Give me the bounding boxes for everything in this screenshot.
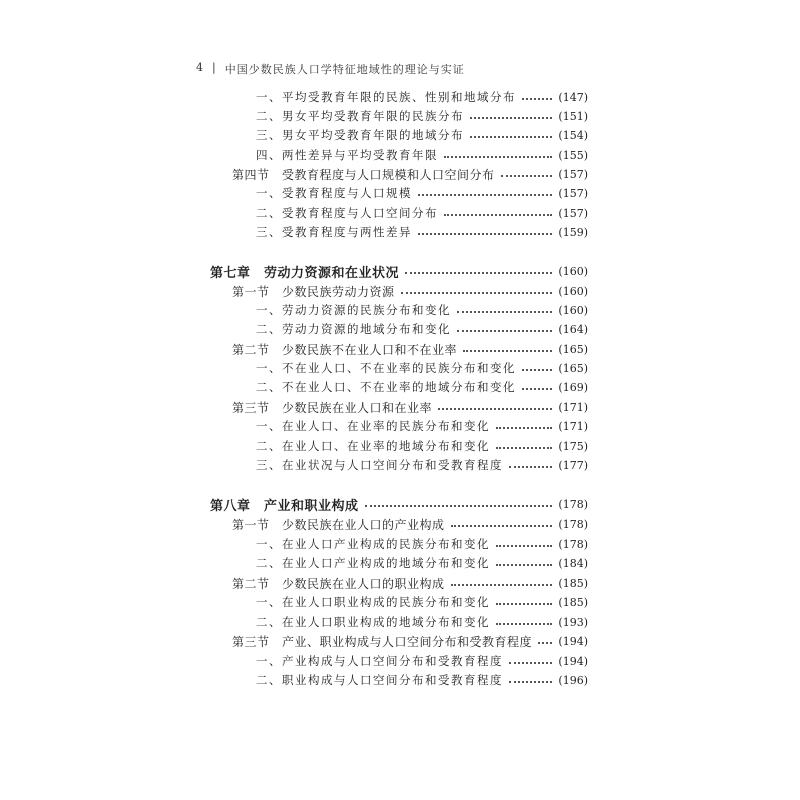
toc-item-entry (256, 437, 588, 455)
toc-entry-page: (151) (558, 109, 588, 123)
toc-entry-page: (178) (558, 517, 588, 531)
toc-entry-title: 第一节 少数民族在业人口的产业构成 (232, 517, 445, 532)
dot-leader (509, 466, 552, 468)
toc-entry-page: (178) (558, 497, 588, 511)
toc-section-entry (232, 282, 588, 300)
toc-entry-title: 二、不在业人口、不在业率的地域分布和变化 (256, 380, 516, 394)
dot-leader (522, 98, 552, 100)
toc-item-entry (256, 107, 588, 125)
toc-entry-page: (175) (558, 439, 588, 453)
toc-entry-page: (160) (558, 284, 588, 298)
dot-leader (444, 214, 552, 216)
toc-section-entry (232, 574, 588, 592)
toc-entry-page: (154) (558, 128, 588, 142)
toc-entry-page: (169) (558, 380, 588, 394)
toc-entry-page: (177) (558, 458, 588, 472)
toc-entry-page: (157) (558, 167, 588, 181)
toc-entry-page: (171) (558, 400, 588, 414)
toc-entry-title: 一、不在业人口、不在业率的民族分布和变化 (256, 361, 516, 375)
dot-leader (463, 350, 552, 352)
dot-leader (522, 388, 552, 390)
toc-entry-title: 第三节 产业、职业构成与人口空间分布和受教育程度 (232, 634, 533, 649)
toc-item-entry (256, 652, 588, 670)
dot-leader (451, 525, 553, 527)
toc-item-entry (256, 456, 588, 474)
toc-entry-title: 三、在业状况与人口空间分布和受教育程度 (256, 458, 503, 472)
toc-item-entry (256, 613, 588, 631)
dot-leader (538, 642, 552, 644)
toc-entry-title: 第二节 少数民族不在业人口和不在业率 (232, 342, 458, 357)
dot-leader (451, 584, 553, 586)
toc-entry-page: (193) (558, 615, 588, 629)
toc-item-entry (256, 126, 588, 144)
toc-section-entry (232, 632, 588, 650)
toc-item-entry (256, 593, 588, 611)
dot-leader (365, 505, 553, 507)
toc-entry-title: 一、产业构成与人口空间分布和受教育程度 (256, 654, 503, 668)
toc-entry-page: (184) (558, 556, 588, 570)
toc-item-entry (256, 671, 588, 689)
toc-item-entry (256, 223, 588, 241)
toc-entry-page: (164) (558, 322, 588, 336)
toc-entry-title: 第七章 劳动力资源和在业状况 (210, 265, 400, 281)
toc-entry-title: 第一节 少数民族劳动力资源 (232, 284, 395, 299)
toc-entry-page: (157) (558, 206, 588, 220)
toc-entry-page: (160) (558, 264, 588, 278)
toc-item-entry (256, 359, 588, 377)
toc-chapter-entry (210, 495, 588, 513)
toc-item-entry (256, 554, 588, 572)
toc-item-entry (256, 88, 588, 106)
dot-leader (444, 156, 552, 158)
dot-leader (457, 330, 552, 332)
dot-leader (418, 233, 552, 235)
toc-entry-title: 三、男女平均受教育年限的地域分布 (256, 128, 464, 142)
toc-entry-title: 二、在业人口职业构成的地域分布和变化 (256, 615, 490, 629)
toc-item-entry (256, 184, 588, 202)
toc-entry-page: (147) (558, 90, 588, 104)
header-book-title: 中国少数民族人口学特征地域性的理论与实证 (224, 63, 465, 76)
toc-item-entry (256, 301, 588, 319)
toc-entry-title: 二、在业人口产业构成的地域分布和变化 (256, 556, 490, 570)
toc-entry-page: (185) (558, 595, 588, 609)
toc-entry-page: (159) (558, 225, 588, 239)
dot-leader (405, 272, 552, 274)
toc-section-entry (232, 398, 588, 416)
dot-leader (401, 292, 553, 294)
toc-entry-page: (157) (558, 186, 588, 200)
toc-entry-page: (194) (558, 654, 588, 668)
toc-entry-page: (165) (558, 361, 588, 375)
toc-item-entry (256, 535, 588, 553)
toc-item-entry (256, 204, 588, 222)
toc-item-entry (256, 417, 588, 435)
toc-entry-page: (178) (558, 537, 588, 551)
toc-item-entry (256, 320, 588, 338)
toc-entry-title: 四、两性差异与平均受教育年限 (256, 148, 438, 162)
toc-section-entry (232, 165, 588, 183)
dot-leader (470, 117, 552, 119)
toc-entry-page: (155) (558, 148, 588, 162)
dot-leader (457, 311, 552, 313)
toc-chapter-entry (210, 262, 588, 280)
dot-leader (522, 369, 552, 371)
toc-section-entry (232, 515, 588, 533)
header-page-number: 4 (196, 61, 204, 74)
toc-entry-title: 二、男女平均受教育年限的民族分布 (256, 109, 464, 123)
dot-leader (509, 662, 552, 664)
toc-entry-title: 第八章 产业和职业构成 (210, 498, 359, 514)
toc-entry-title: 第三节 少数民族在业人口和在业率 (232, 400, 433, 415)
dot-leader (496, 545, 552, 547)
dot-leader (496, 427, 552, 429)
dot-leader (501, 175, 553, 177)
dot-leader (496, 447, 552, 449)
toc-entry-title: 二、劳动力资源的地域分布和变化 (256, 322, 451, 336)
dot-leader (496, 623, 552, 625)
dot-leader (496, 564, 552, 566)
header-separator: | (212, 61, 217, 74)
toc-entry-page: (196) (558, 673, 588, 687)
toc-entry-title: 一、在业人口职业构成的民族分布和变化 (256, 595, 490, 609)
toc-entry-title: 一、平均受教育年限的民族、性别和地域分布 (256, 90, 516, 104)
toc-entry-title: 二、受教育程度与人口空间分布 (256, 206, 438, 220)
toc-entry-page: (171) (558, 419, 588, 433)
dot-leader (418, 194, 552, 196)
toc-entry-page: (185) (558, 576, 588, 590)
dot-leader (509, 681, 552, 683)
dot-leader (496, 603, 552, 605)
toc-entry-title: 第二节 少数民族在业人口的职业构成 (232, 576, 445, 591)
toc-item-entry (256, 378, 588, 396)
dot-leader (438, 408, 552, 410)
toc-entry-title: 一、在业人口产业构成的民族分布和变化 (256, 537, 490, 551)
toc-entry-title: 二、在业人口、在业率的地域分布和变化 (256, 439, 490, 453)
toc-entry-page: (160) (558, 303, 588, 317)
toc-entry-title: 一、受教育程度与人口规模 (256, 186, 412, 200)
toc-entry-title: 三、受教育程度与两性差异 (256, 225, 412, 239)
toc-item-entry (256, 146, 588, 164)
toc-entry-page: (165) (558, 342, 588, 356)
toc-entry-title: 一、劳动力资源的民族分布和变化 (256, 303, 451, 317)
toc-section-entry (232, 340, 588, 358)
toc-entry-title: 一、在业人口、在业率的民族分布和变化 (256, 419, 490, 433)
dot-leader (470, 136, 552, 138)
toc-entry-title: 二、职业构成与人口空间分布和受教育程度 (256, 673, 503, 687)
toc-entry-title: 第四节 受教育程度与人口规模和人口空间分布 (232, 167, 495, 182)
toc-entry-page: (194) (558, 634, 588, 648)
running-header (196, 61, 465, 77)
